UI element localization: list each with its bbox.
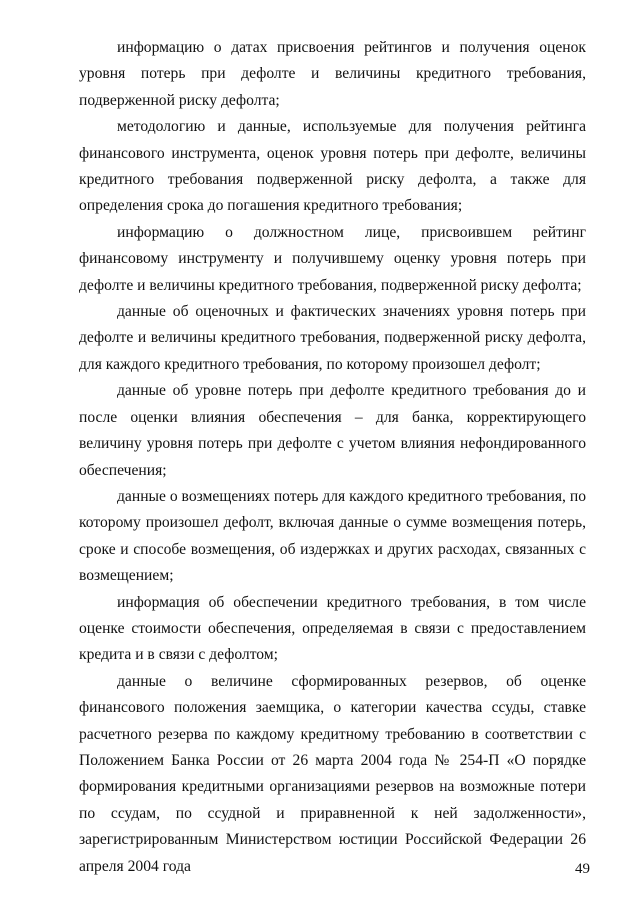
paragraph-loss-level-collateral: данные об уровне потерь при дефолте кредитного требования до и после оценки влияния обеспечения – для банка, корректирующего величину уровня потерь при дефолте с учетом влияния нефондированного обеспечения;: [79, 382, 586, 479]
paragraph-collateral-info: информация об обеспечении кредитного требования, в том числе оценке стоимости обеспечения, определяемая в связи с предоставлением кредита и в связи с дефолтом;: [79, 593, 586, 664]
paragraph-rating-dates: информацию о датах присвоения рейтингов и получения оценок уровня потерь при дефолте и величины кредитного требования, подверженной риску дефолта;: [79, 39, 586, 109]
document-body: [79, 35, 586, 880]
paragraph-reserves: данные о величине сформированных резервов, об оценке финансового положения заемщика, о категории качества ссуды, ставке расчетного резерва по каждому кредитному требованию в соответствии с Положением Банка России от 26 марта 2004 года № 254-П «О порядке формирования кредитными организациями резервов на возможные потери по ссудам, по ссудной и приравненной к ней задолженности», зарегистрированным Министерством юстиции Российской Федерации 26 апреля 2004 года: [79, 672, 586, 875]
paragraph-responsible-person: информацию о должностном лице, присвоившем рейтинг финансовому инструменту и получившему оценку уровня потерь при дефолте и величины кредитного требования, подверженной риску дефолта;: [79, 223, 586, 294]
paragraph-estimated-actual-values: данные об оценочных и фактических значениях уровня потерь при дефолте и величины кредитного требования, подверженной риску дефолта, для каждого кредитного требования, по которому произошел дефолт;: [79, 303, 586, 373]
paragraph-loss-recoveries: данные о возмещениях потерь для каждого кредитного требования, по которому произошел дефолт, включая данные о сумме возмещения потерь, сроке и способе возмещения, об издержках и других расходах, связанных с возмещением;: [79, 487, 586, 585]
paragraph-methodology: методологию и данные, используемые для получения рейтинга финансового инструмента, оценок уровня потерь при дефолте, величины кредитного требования подверженной риску дефолта, а также для определения срока до погашения кредитного требования;: [79, 118, 586, 215]
page-number: 49: [575, 861, 590, 877]
